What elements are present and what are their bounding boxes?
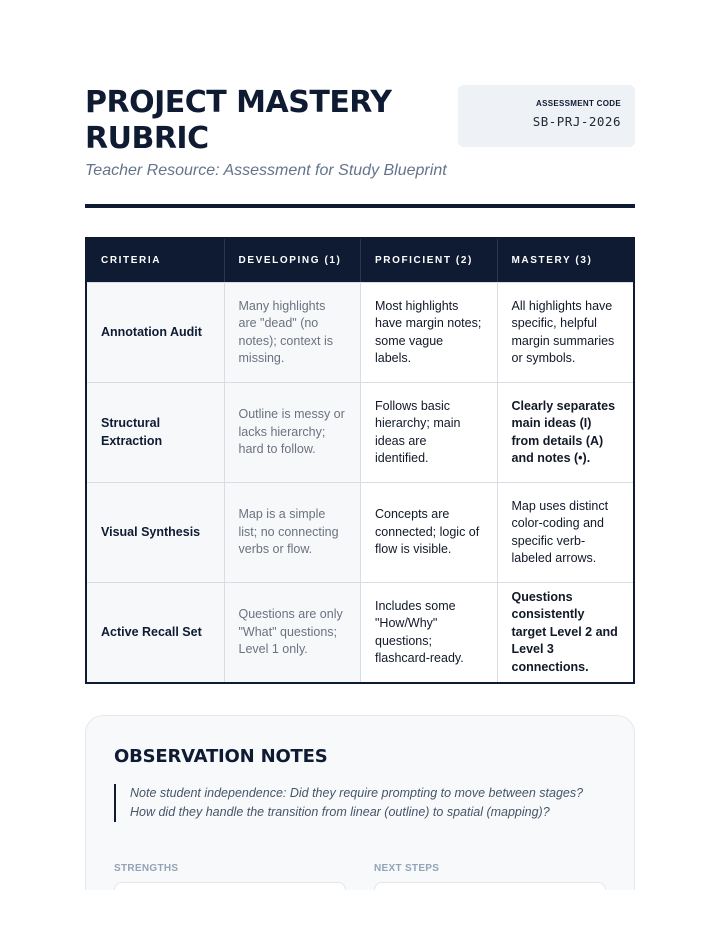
proficient-cell: Follows basic hierarchy; main ideas are identified. xyxy=(360,383,497,482)
mastery-cell: Clearly separates main ideas (I) from details (A) and notes (•). xyxy=(497,383,634,482)
criteria-cell: Annotation Audit xyxy=(87,283,224,382)
developing-cell: Map is a simple list; no connecting verbs or flow. xyxy=(224,483,361,582)
page-bottom-margin xyxy=(0,890,720,932)
criteria-cell: Active Recall Set xyxy=(87,583,224,682)
assessment-code-label: ASSESSMENT CODE xyxy=(536,99,621,108)
column-header-developing: DEVELOPING (1) xyxy=(224,239,361,282)
page-title: PROJECT MASTERY RUBRIC xyxy=(85,85,392,156)
observation-prompt: Note student independence: Did they require prompting to move between stages? How did they handle the transition from linear (outline) to spatial (mapping)? xyxy=(114,784,609,822)
column-header-proficient: PROFICIENT (2) xyxy=(360,239,497,282)
next-steps-label: NEXT STEPS xyxy=(374,863,440,874)
header-divider xyxy=(85,204,635,208)
proficient-cell: Most highlights have margin notes; some vague labels. xyxy=(360,283,497,382)
criteria-cell: Structural Extraction xyxy=(87,383,224,482)
mastery-cell: Map uses distinct color-coding and specific verb-labeled arrows. xyxy=(497,483,634,582)
table-row xyxy=(87,382,633,482)
column-header-mastery: MASTERY (3) xyxy=(497,239,634,282)
developing-cell: Many highlights are "dead" (no notes); context is missing. xyxy=(224,283,361,382)
column-header-criteria: CRITERIA xyxy=(101,254,162,266)
assessment-code-value: SB-PRJ-2026 xyxy=(532,114,621,129)
developing-cell: Outline is messy or lacks hierarchy; hard to follow. xyxy=(224,383,361,482)
mastery-cell: All highlights have specific, helpful margin summaries or symbols. xyxy=(497,283,634,382)
developing-cell: Questions are only "What" questions; Level 1 only. xyxy=(224,583,361,682)
proficient-cell: Includes some "How/Why" questions; flashcard-ready. xyxy=(360,583,497,682)
mastery-cell: Questions consistently target Level 2 and Level 3 connections. xyxy=(497,583,634,682)
proficient-cell: Concepts are connected; logic of flow is visible. xyxy=(360,483,497,582)
assessment-code-box xyxy=(458,85,635,147)
rubric-table xyxy=(85,237,635,684)
page-subtitle: Teacher Resource: Assessment for Study Blueprint xyxy=(85,162,447,179)
table-row xyxy=(87,582,633,682)
strengths-label: STRENGTHS xyxy=(114,863,179,874)
criteria-cell: Visual Synthesis xyxy=(87,483,224,582)
table-row xyxy=(87,482,633,582)
observation-notes-title: OBSERVATION NOTES xyxy=(114,746,328,767)
rubric-header-row xyxy=(87,239,633,282)
table-row xyxy=(87,282,633,382)
